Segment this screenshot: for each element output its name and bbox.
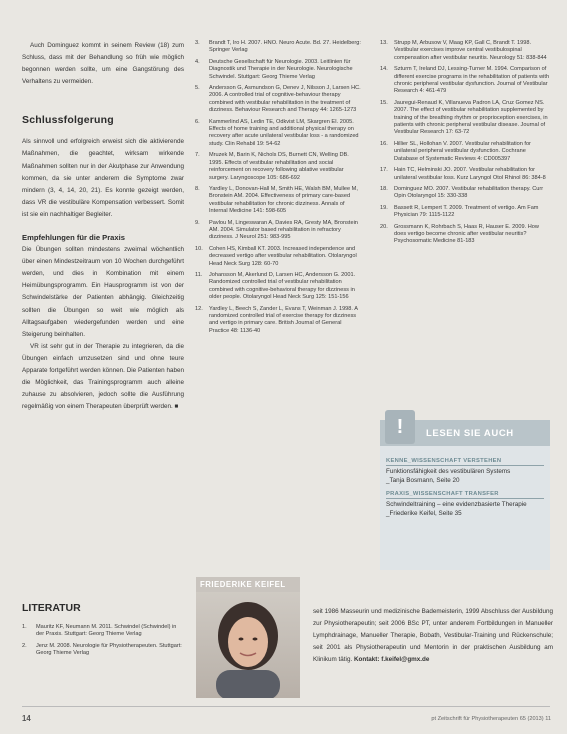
- practice-paragraph-1: Die Übungen sollten mindestens zweimal wöchentlich über einen Mindestzeitraum von 10 Wochen durchgeführt werden, und dies in Kombination mit einem Heimübungsprogramm. Ein Hausprogramm ist von der Schwindelstärke der Patienten abhängig. Gleichzeitig sollten die Übungen so weit wie möglich als Alltagsaufgaben wiedergefunden werden und eine Steigerung beinhalten.: [22, 246, 184, 338]
- ref-text: Jenz M. 2008. Neurologie für Physiotherapeuten. Stuttgart: Georg Thieme Verlag: [36, 642, 182, 657]
- ref-text: Johansson M, Akerlund D, Larsen HC, Andersson G. 2001. Randomized controlled trial of vestibular rehabilitation combined with cognitive-behavioral therapy for dizziness in older people. Otolaryngol Head Neck Surg 125: 151-156: [209, 271, 356, 301]
- author-photo: [196, 592, 300, 698]
- ref-text: Pavlou M, Lingeswaran A, Davies RA, Gresty MA, Bronstein AM. 2004. Simulator based rehabilitation in refractory dizziness. J Neurol 251: 983-995: [209, 219, 358, 241]
- ref-text: Hain TC, Helminski JO. 2007. Vestibular rehabilitation for unilateral vestibular loss. Kurz Laryngol Otol Rhinol 86: 384-8: [394, 167, 546, 181]
- box-category: PRAXIS_WISSENSCHAFT TRANSFER: [386, 491, 499, 498]
- box-category: KENNE_WISSENSCHAFT VERSTEHEN: [386, 458, 502, 464]
- ref-number: 13.: [380, 40, 388, 46]
- read-also-box: [380, 416, 550, 570]
- box-body: [386, 452, 544, 518]
- list-item: [380, 100, 550, 137]
- list-item: [380, 224, 550, 246]
- ref-number: 6.: [195, 118, 200, 125]
- ref-number: 11.: [195, 271, 203, 278]
- literature-list: [22, 624, 182, 662]
- ref-text: Yardley L, Donovan-Hall M, Smith HE, Walsh BM, Mullee M, Bronstein AM. 2004. Effectiveness of primary care-based vestibular rehabilitation for chronic dizziness. Annals of Internal Medicine 141: 598-605: [209, 185, 358, 215]
- ref-text: Deutsche Gesellschaft für Neurologie. 2003. Leitlinien für Diagnostik und Therapie in der Neurologie. Neurologische Schwindel. Stuttgart: Georg Thieme Verlag: [209, 58, 353, 80]
- box-article-author: _Tanja Bosmann, Seite 20: [386, 476, 460, 484]
- list-item: [195, 186, 363, 216]
- ref-text: Szturm T, Ireland DJ, Lessing-Turner M. 1994. Comparison of different exercise programs in the rehabilitation of patients with chronic peripheral vestibular dysfunction. Journal of Vestibular Research 4: 461-479: [394, 66, 550, 95]
- ref-number: 8.: [195, 185, 200, 192]
- author-contact[interactable]: Kontakt: f.keifel@gmx.de: [353, 656, 430, 663]
- box-title: LESEN SIE AUCH: [426, 428, 514, 439]
- ref-number: 19.: [380, 204, 388, 211]
- author-bio-text: seit 1986 Masseurin und medizinische Bademeisterin, 1999 Abschluss der Ausbildung zur Physiotherapeutin; seit 2006 BSc PT, unter anderem Fortbildungen in Manueller Lymphdrainage, Manueller Therapie, Bobath, Vestibular-Training und Rückenschule; seit 2001 als Physiotherapeutin und Mentorin in der praktischen Ausbildung am Klinikum tätig.: [313, 608, 553, 663]
- ref-number: 7.: [195, 152, 200, 159]
- ref-number: 10.: [195, 245, 203, 252]
- list-item: [195, 272, 363, 302]
- ref-text: Jauregui-Renaud K, Villanueva Padron LA, Cruz Gomez NS. 2007. The effect of vestibular rehabilitation supplemented by training of the breathing rhythm or proprioception exercises, in patients with chronic peripheral vestibular disease. Journal of Vestibular Research 17: 63-72: [394, 99, 548, 136]
- list-item: [195, 220, 363, 242]
- conclusion-heading: Schlussfolgerung: [22, 114, 114, 127]
- ref-text: Mruzek M, Barin K, Nichols DS, Burnett CN, Welling DB. 1995. Effects of vestibular rehabilitation and social reinforcement on recovery following ablative vestibular surgery. Laryngoscope 105: 686-692: [209, 152, 349, 181]
- list-item: [380, 186, 550, 201]
- ref-text: Brandt T, Iro H. 2007. HNO. Neuro Acute. Bd. 27. Heidelberg: Springer Verlag: [209, 40, 361, 54]
- list-item: [380, 205, 550, 220]
- author-bio: [313, 606, 553, 666]
- ref-number: 12.: [195, 305, 203, 312]
- ref-number: 18.: [380, 185, 388, 192]
- ref-number: 5.: [195, 85, 200, 92]
- ref-number: 4.: [195, 58, 200, 65]
- ref-number: 20.: [380, 223, 388, 230]
- list-item: [380, 141, 550, 163]
- ref-number: 2.: [22, 642, 27, 649]
- page-number: 14: [22, 714, 31, 723]
- list-item: [195, 152, 363, 182]
- ref-number: 15.: [380, 99, 388, 106]
- divider: [386, 498, 544, 499]
- box-article-author: _Friederike Keifel, Seite 35: [386, 509, 462, 517]
- references-column-3: [380, 40, 550, 250]
- list-item: [22, 624, 182, 639]
- ref-text: Grossmann K, Rohrbach S, Haas R, Hauser E. 2009. How does vertigo become chronic after vestibular neuritis? Psychosomatic Medicine 81-183: [394, 223, 539, 245]
- footer-divider: [22, 706, 550, 707]
- list-item: [195, 119, 363, 149]
- ref-text: Strupp M, Arbusow V, Maag KP, Gall C, Brandt T. 1998. Vestibular exercises improve central vestibulospinal compensation after vestibular neuritis. Neurology 51: 838-844: [394, 40, 547, 61]
- list-item: [380, 40, 550, 62]
- ref-number: 16.: [380, 140, 388, 147]
- ref-text: Cohen HS, Kimball KT. 2003. Increased independence and decreased vertigo after vestibular rehabilitation. Otolaryngol Head Neck Surg 128: 60-70: [209, 245, 357, 267]
- journal-footer: pt Zeitschrift für Physiotherapeuten 65 (2013) 11: [431, 716, 551, 722]
- list-item: [195, 40, 363, 55]
- list-item: [22, 643, 182, 658]
- practice-heading: Empfehlungen für die Praxis: [22, 233, 125, 243]
- ref-text: Yardley L, Beech S, Zander L, Evans T, Weinman J. 1998. A randomized controlled trial of exercise therapy for dizziness and vertigo in primary care. British Journal of General Practice 48: 1136-40: [209, 305, 358, 334]
- author-name: FRIEDERIKE KEIFEL: [200, 580, 286, 589]
- list-item: [380, 66, 550, 96]
- ref-number: 9.: [195, 219, 200, 226]
- ref-text: Kammerlind AS, Ledin TE, Odkvist LM, Skargren EI. 2005. Effects of home training and additional physical therapy on recovery after acute unilateral vestibular loss - a randomized study. Clin Rehabil 19: 54-62: [209, 118, 359, 147]
- list-item: [195, 59, 363, 81]
- ref-text: Mauritz KF, Neumann M. 2011. Schwindel (Schwindel) in der Praxis. Stuttgart: Georg Thieme Verlag: [36, 624, 177, 638]
- intro-paragraph: Auch Dominguez kommt in seinem Review (18) zum Schluss, dass mit der Behandlung so früh wie möglich begonnen werden sollte, um eine Gangstörung des Verhaltens zu vermeiden.: [22, 42, 184, 86]
- practice-paragraph-2: VR ist sehr gut in der Therapie zu integrieren, da die Übungen einfach umzusetzen sind und ohne teure Apparate fortgeführt werden können. Die Patienten haben die Möglichkeit, das Trainingsprogramm auch alleine zuhause zu absolvieren, jedoch sollte die Ausführung regelmäßig von einem Therapeuten überprüft werden. ■: [22, 342, 184, 411]
- portrait-illustration: [196, 592, 300, 698]
- conclusion-paragraph: Als sinnvoll und erfolgreich erweist sich die aktivierende Maßnahmen, die geachtet, wirksam wirkende Maßnahmen sollten nur in der Akutphase zur Anwendung kommen, da sie unter anderem die Symptome zwar mindern (3, 4, 14, 20, 21). Es konnte gezeigt werden, dass VR die vestibuläre Kompensation verbessert. Somit ist sie ein nachhaltiger Begleiter.: [22, 138, 184, 218]
- list-item: [195, 246, 363, 268]
- ref-number: 3.: [195, 40, 200, 46]
- literature-heading: LITERATUR: [22, 602, 81, 614]
- references-column-2: [195, 40, 363, 339]
- list-item: [380, 167, 550, 182]
- list-item: [195, 85, 363, 115]
- box-article-title[interactable]: Schwindeltraining – eine evidenzbasierte Therapie: [386, 501, 527, 509]
- ref-number: 17.: [380, 167, 388, 174]
- ref-text: Hillier SL, Hollohan V. 2007. Vestibular rehabilitation for unilateral peripheral vestibular dysfunction. Cochrane Database of Systematic Reviews 4: CD005397: [394, 140, 531, 162]
- ref-text: Bassett R, Lempert T. 2009. Treatment of vertigo. Am Fam Physician 79: 1115-1122: [394, 204, 539, 219]
- ref-text: Andersson G, Asmundson G, Denev J, Nilsson J, Larsen HC. 2006. A controlled trial of cognitive-behaviour therapy combined with vestibular rehabilitation in the treatment of dizziness. Behaviour Research and Therapy 44: 1265-1273: [209, 85, 361, 114]
- left-column: [22, 40, 184, 413]
- list-item: [195, 306, 363, 336]
- exclamation-icon: !: [385, 410, 415, 444]
- ref-number: 14.: [380, 66, 388, 73]
- divider: [386, 465, 544, 466]
- ref-number: 1.: [22, 624, 27, 630]
- ref-text: Dominguez MO. 2007. Vestibular rehabilitation therapy. Curr Opin Otolaryngol 15: 330-338: [394, 185, 544, 200]
- box-article-title[interactable]: Funktionsfähigkeit des vestibulären Systems: [386, 468, 511, 475]
